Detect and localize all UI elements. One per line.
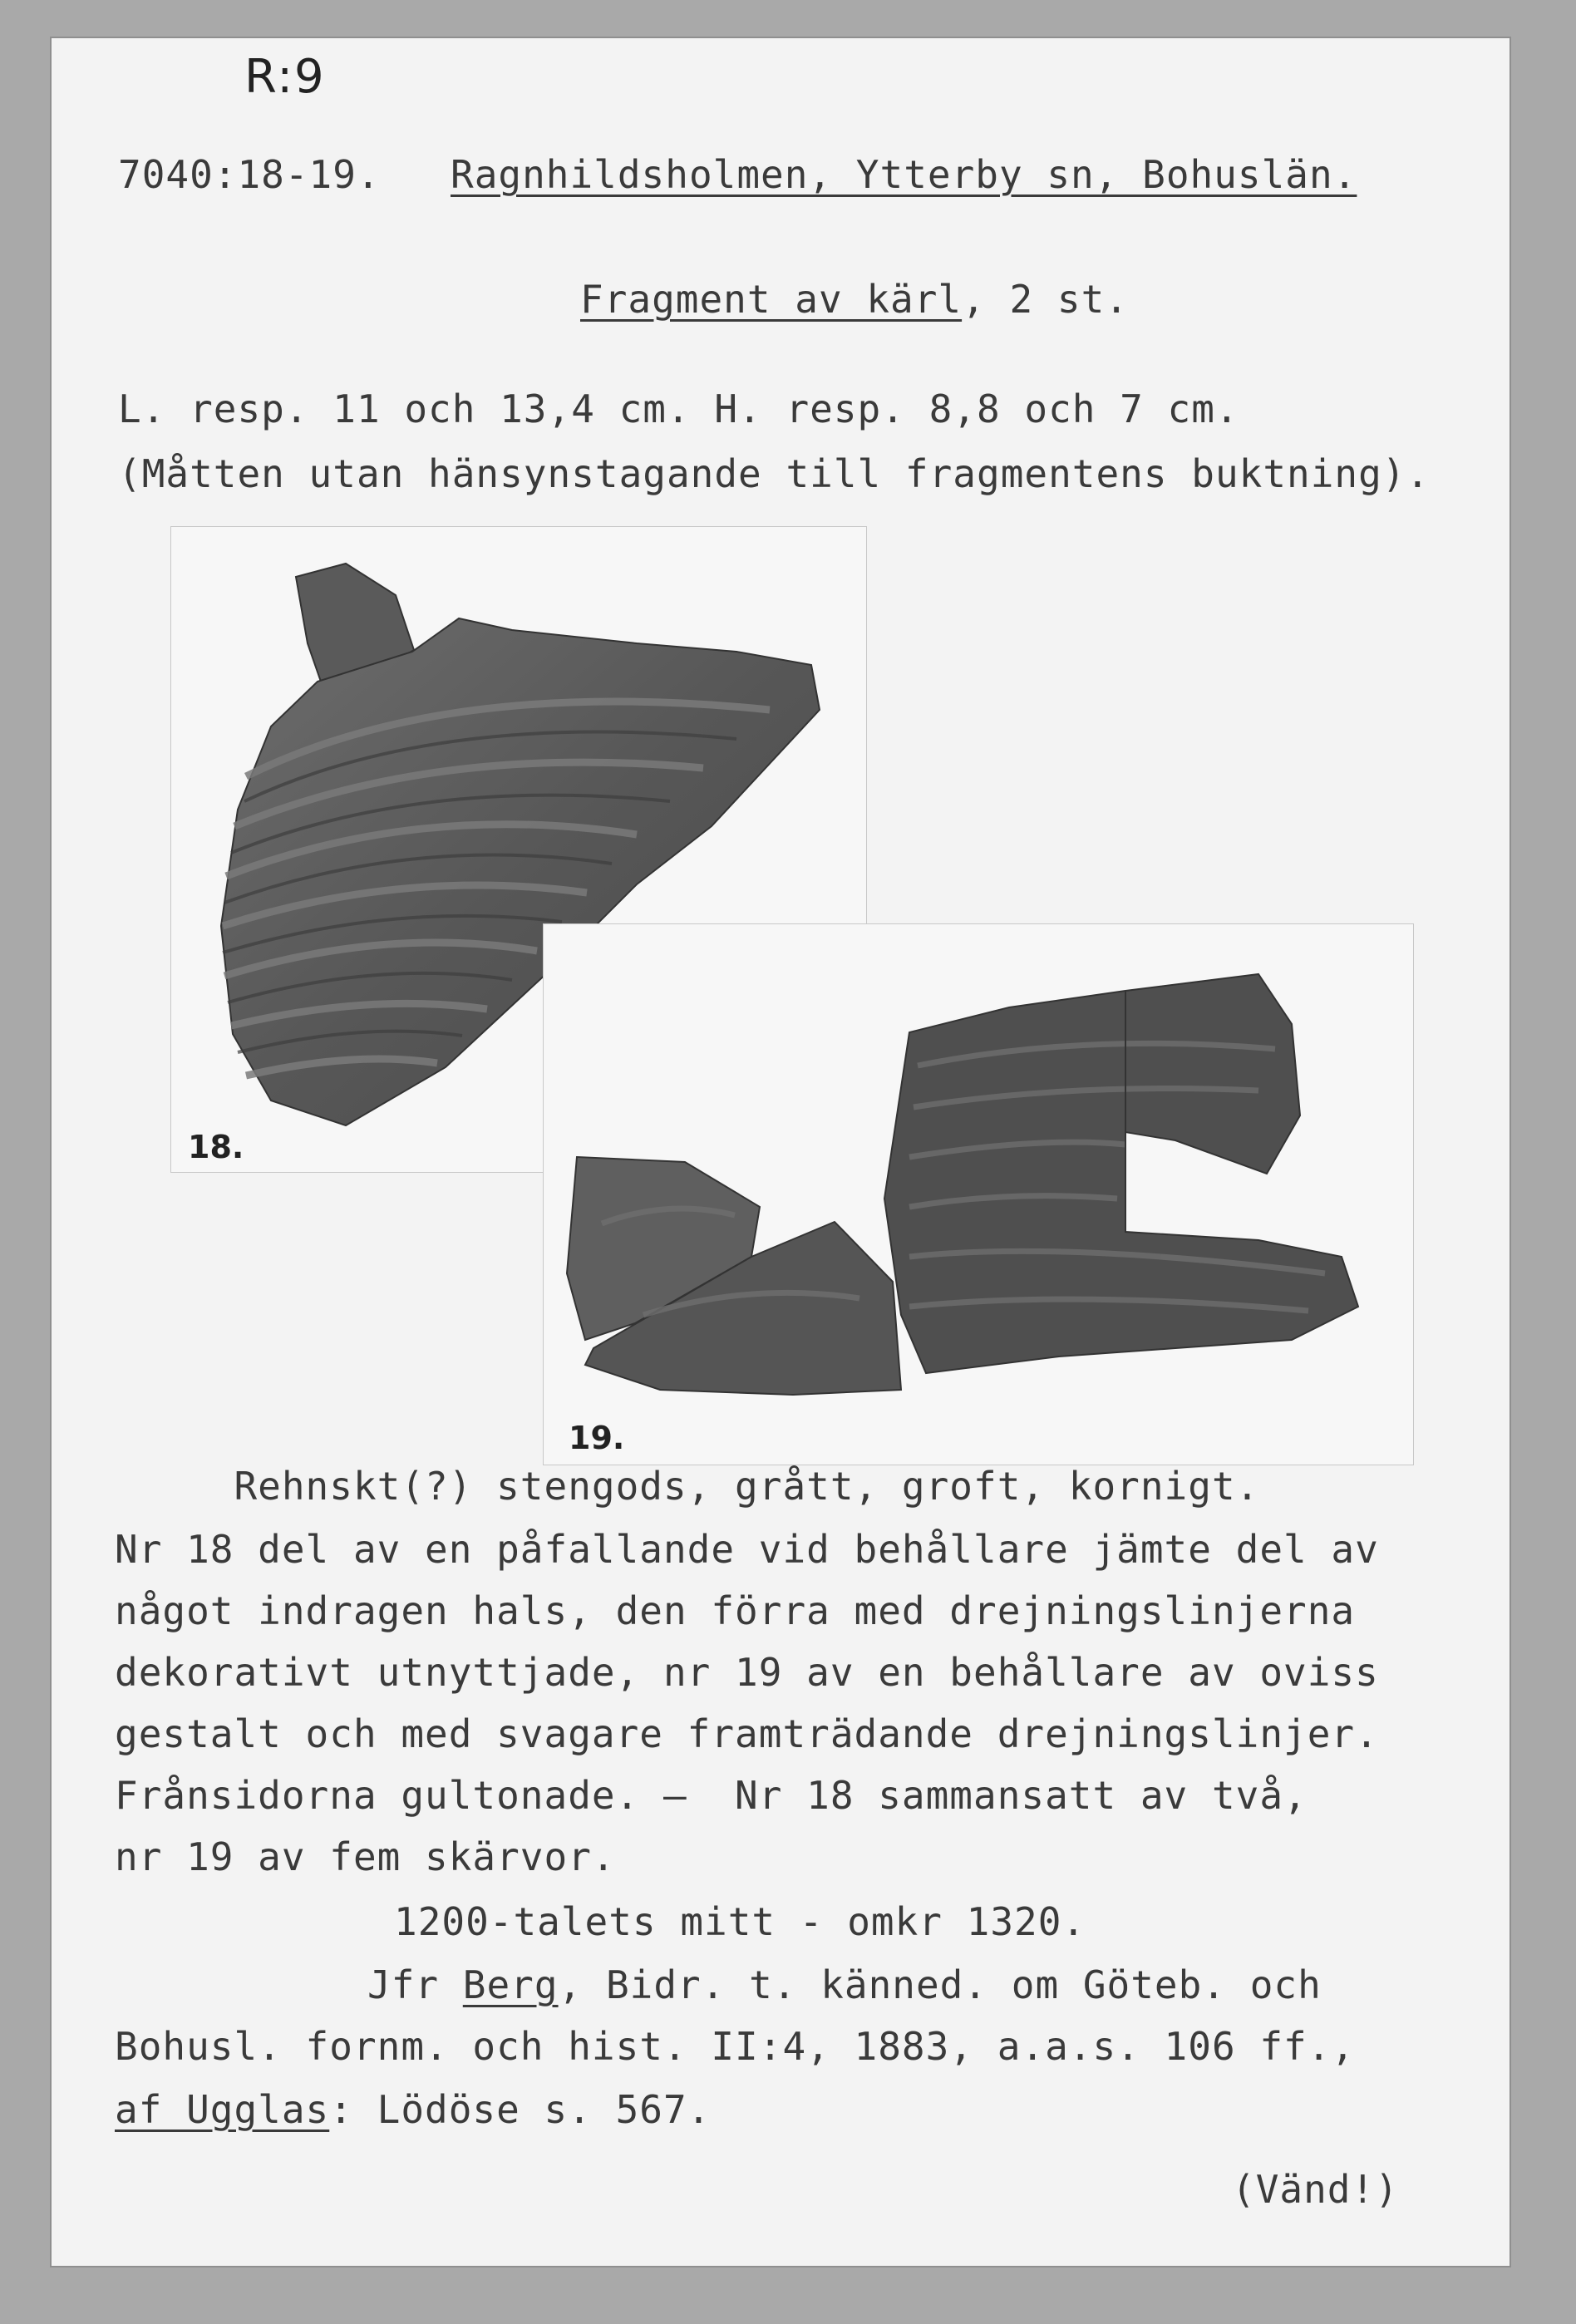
object-heading: [580, 276, 1129, 323]
dimensions-line-1: L. resp. 11 och 13,4 cm. H. resp. 8,8 och 7 cm.: [118, 387, 1239, 431]
reference-line-2: Bohusl. fornm. och hist. II:4, 1883, a.a.s. 106 ff.,: [115, 2024, 1356, 2069]
desc-line: något indragen hals, den förra med drejningslinjerna: [115, 1588, 1356, 1633]
reference-line-3: [115, 2086, 711, 2133]
desc-line: Frånsidorna gultonade. — Nr 18 sammansatt av två,: [115, 1773, 1308, 1818]
desc-line: Nr 18 del av en påfallande vid behållare jämte del av: [115, 1527, 1379, 1572]
shelf-mark: R:9: [244, 50, 326, 104]
desc-line: Rehnskt(?) stengods, grått, groft, kornigt.: [115, 1464, 1260, 1509]
reference-line-1: [367, 1962, 1322, 2008]
desc-line: nr 19 av fem skärvor.: [115, 1834, 616, 1879]
ref-prefix: Jfr: [367, 1962, 463, 2007]
dating: 1200-talets mitt - omkr 1320.: [394, 1899, 1086, 1944]
ref-author: Berg: [462, 1962, 559, 2007]
catalog-card: [52, 38, 1510, 2266]
desc-line: gestalt och med svagare framträdande drejningslinjer.: [115, 1711, 1379, 1756]
ref-title: , Bidr. t. känned. om Göteb. och: [558, 1962, 1322, 2007]
dimensions-line-2: (Måtten utan hänsynstagande till fragmentens buktning).: [118, 451, 1431, 496]
sherd-19-image: [544, 924, 1413, 1465]
turn-over-note: (Vänd!): [1232, 2167, 1399, 2212]
desc-line: dekorativt utnyttjade, nr 19 av en behållare av oviss: [115, 1650, 1379, 1695]
object-type: Fragment av kärl: [580, 277, 963, 322]
ref-author-2: af Ugglas: [115, 2087, 330, 2132]
photo-label-19: 19.: [569, 1420, 625, 1456]
object-count: , 2 st.: [962, 277, 1129, 322]
ref-title-2: : Lödöse s. 567.: [329, 2087, 712, 2132]
catalog-number: 7040:18-19.: [118, 152, 381, 197]
find-location: Ragnhildsholmen, Ytterby sn, Bohuslän.: [451, 152, 1357, 197]
photo-fragment-19: [544, 924, 1413, 1465]
photo-label-18: 18.: [188, 1129, 244, 1165]
